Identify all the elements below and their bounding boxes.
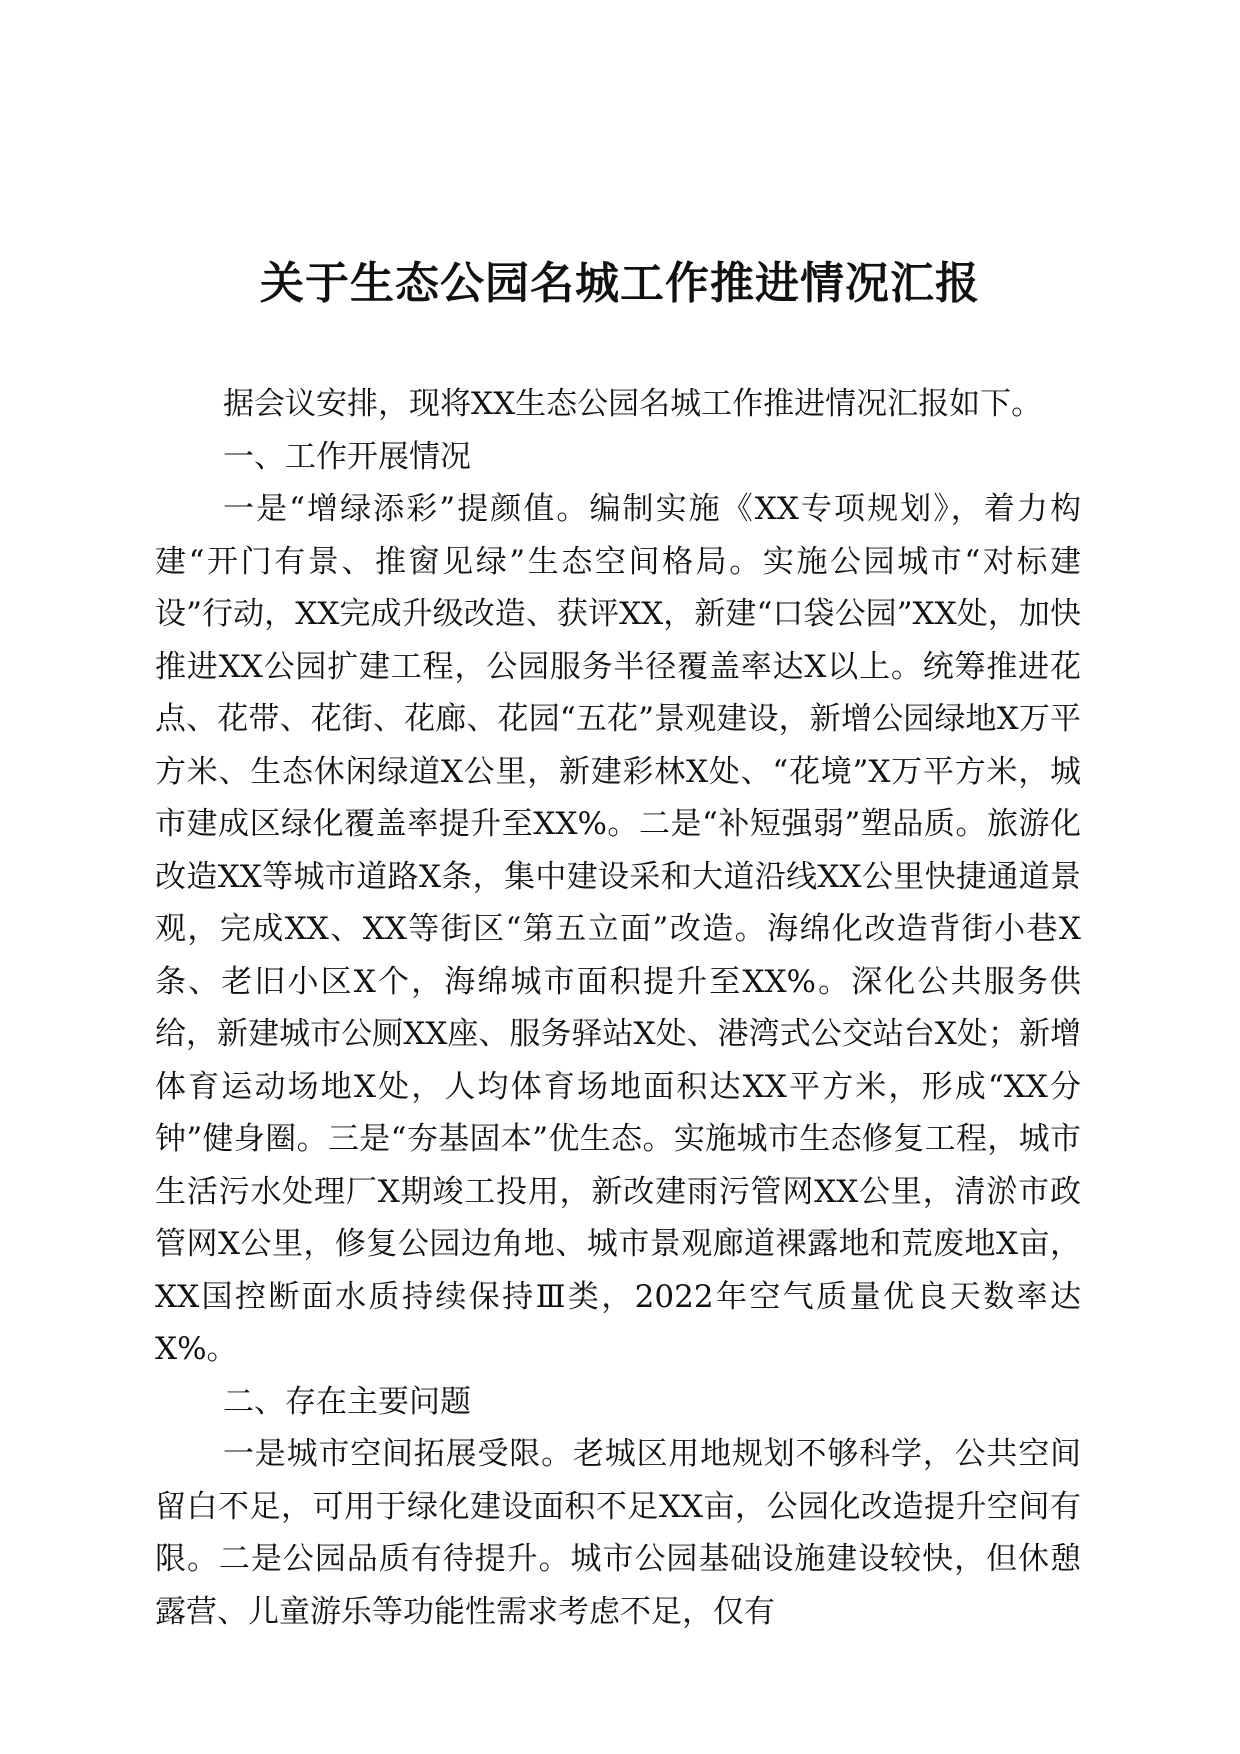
- section-paragraph-main-problems: 一是城市空间拓展受限。老城区用地规划不够科学，公共空间留白不足，可用于绿化建设面积不足XX亩，公园化改造提升空间有限。二是公园品质有待提升。城市公园基础设施建设较快，但休憩露营、儿童游乐等功能性需求考虑不足，仅有: [155, 1436, 1081, 1630]
- section-heading-work-progress: 一、工作开展情况: [223, 438, 471, 475]
- intro-paragraph: 据会议安排，现将XX生态公园名城工作推进情况汇报如下。: [223, 386, 1043, 422]
- section-heading-main-problems: 二、存在主要问题: [223, 1383, 471, 1420]
- document-title: 关于生态公园名城工作推进情况汇报: [260, 258, 980, 309]
- section-paragraph-work-progress: 一是“增绿添彩”提颜值。编制实施《XX专项规划》，着力构建“开门有景、推窗见绿”生态空间格局。实施公园城市“对标建设”行动，XX完成升级改造、获评XX，新建“口袋公园”XX处，加快推进XX公园扩建工程，公园服务半径覆盖率达X以上。统筹推进花点、花带、花街、花廊、花园“五花”景观建设，新增公园绿地X万平方米、生态休闲绿道X公里，新建彩林X处、“花境”X万平方米，城市建成区绿化覆盖率提升至XX%。二是“补短强弱”塑品质。旅游化改造XX等城市道路X条，集中建设采和大道沿线XX公里快捷通道景观，完成XX、XX等街区“第五立面”改造。海绵化改造背街小巷X条、老旧小区X个，海绵城市面积提升至XX%。深化公共服务供给，新建城市公厕XX座、服务驿站X处、港湾式公交站台X处；新增体育运动场地X处，人均体育场地面积达XX平方米，形成“XX分钟”健身圈。三是“夯基固本”优生态。实施城市生态修复工程，城市生活污水处理厂X期竣工投用，新改建雨污管网XX公里，清淤市政管网X公里，修复公园边角地、城市景观廊道裸露地和荒废地X亩，XX国控断面水质持续保持Ⅲ类，2022年空气质量优良天数率达X%。: [155, 491, 1081, 1367]
- document-body: [155, 378, 1081, 1638]
